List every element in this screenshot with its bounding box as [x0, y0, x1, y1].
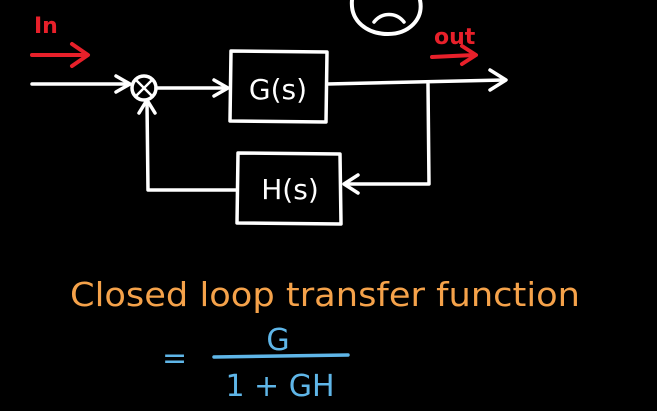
sad-face-icon	[352, 0, 421, 34]
forward-signal-line	[156, 80, 228, 96]
feedback-block	[237, 153, 341, 224]
transfer-function-formula	[162, 323, 348, 404]
forward-block	[230, 51, 327, 122]
input-signal-line	[32, 76, 130, 92]
fraction-bar	[214, 355, 348, 357]
input-indicator-arrow	[32, 44, 88, 66]
feedback-path-return	[139, 100, 237, 190]
output-signal-line	[327, 70, 506, 90]
formula-denominator: 1 + GH	[225, 369, 335, 404]
formula-numerator: G	[266, 323, 290, 358]
summing-junction	[132, 76, 156, 100]
input-label: In	[34, 14, 58, 39]
output-label: out	[434, 25, 476, 50]
feedback-path-out	[344, 84, 429, 193]
forward-block-label: G(s)	[248, 73, 308, 106]
equals-sign: =	[162, 341, 188, 376]
formula-title: Closed loop transfer function	[70, 275, 580, 314]
feedback-block-label: H(s)	[261, 173, 319, 206]
